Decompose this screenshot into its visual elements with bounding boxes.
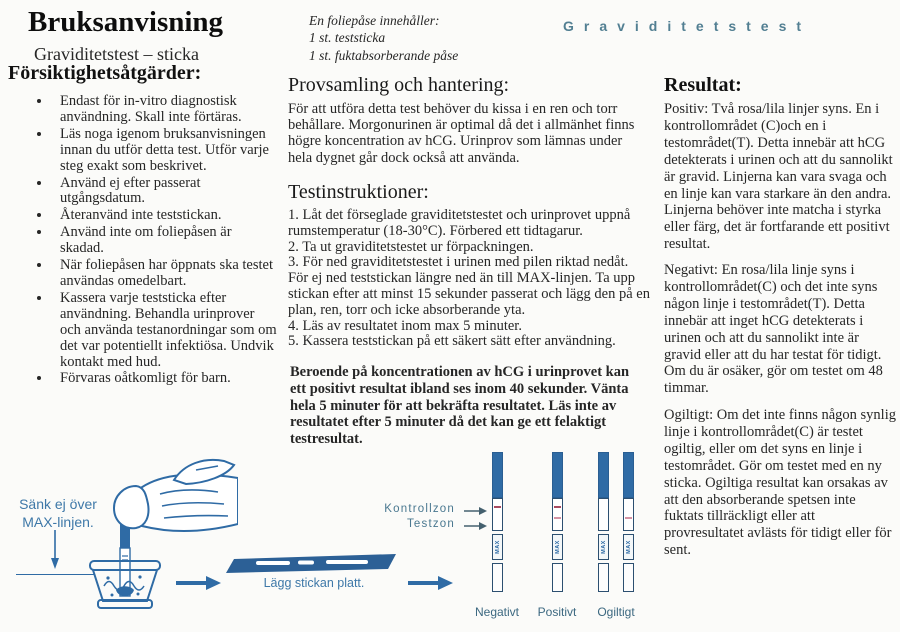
dip-caption-line: MAX-linjen.	[22, 513, 94, 530]
precaution-item: • Läs noga igenom bruksanvisningen innan du utför detta test. Utför varje steg exakt som beskrivet.	[52, 127, 278, 175]
stick-max-segment	[492, 534, 503, 560]
instruction-step: 2. Ta ut graviditetstestet ur förpackningen.	[288, 238, 534, 255]
result-positive: Positiv: Två rosa/lila linjer syns. En i kontrollområdet (C)och en i testområdet(T). Detta innebär att hCG detekterats i urinen och att du sannolikt är gravid. Linjerna kan vara svaga och en linje kan vara starkare än den andra. Linjerna behöver inte matcha i styrka eller färg, det är fortfarande ett positivt resultat.	[664, 101, 893, 253]
stick-result-window	[492, 498, 503, 531]
hand-dip-cup-illustration	[76, 438, 238, 618]
stick-result-label: Positivt	[537, 605, 577, 619]
down-arrow-icon	[48, 530, 62, 570]
stick-max-segment	[598, 534, 609, 560]
stick-tip	[492, 563, 503, 592]
stick-result-window	[598, 498, 609, 531]
sampling-body: För att utföra detta test behöver du kissa i en ren och torr behållare. Morgonurinen är optimal då det i allmänhet finns högre koncentration av hCG. Urinprov som lämnas under hela dygnet går dock också att använda.	[288, 101, 635, 166]
result-sticks	[474, 452, 651, 632]
flat-stick-illustration	[226, 552, 398, 576]
package-contents	[309, 12, 458, 64]
precautions-list	[26, 94, 278, 388]
stick-result-window	[552, 498, 563, 531]
test-stick-positivt	[552, 452, 563, 593]
test-line	[554, 517, 561, 519]
brand-title: Graviditetstest	[563, 18, 812, 34]
stick-handle	[492, 452, 503, 498]
test-stick-ogiltigt-1	[598, 452, 609, 593]
stick-result-window	[623, 498, 634, 531]
precaution-item: • Kassera varje teststicka efter användning. Behandla urinprover och använda testanordningar som om det var potentiellt infektiösa. Undvik kontakt med hud.	[52, 291, 278, 371]
package-contents-line: 1 st. teststicka	[309, 30, 386, 46]
precautions-heading: Försiktighetsåtgärder:	[8, 62, 202, 84]
stick-tip	[552, 563, 563, 592]
max-label: MAX	[554, 540, 561, 554]
instruction-step: 1. Låt det förseglade graviditetstestet och urinprovet uppnå rumstemperatur (18-30°C). Förbered ett tidtagarur.	[288, 207, 631, 239]
stick-max-segment	[552, 534, 563, 560]
precaution-item: • Återanvänd inte teststickan.	[52, 208, 278, 224]
instruction-step: 3. För ned graviditetstestet i urinen med pilen riktad nedåt. För ej ned teststickan längre ned än till MAX-linjen. Ta upp stickan efter att minst 15 sekunder passerat och lägg den på en plan, ren, torr och icke absorberande yta.	[288, 254, 650, 318]
precaution-item: • Använd inte om foliepåsen är skadad.	[52, 225, 278, 257]
test-line	[625, 517, 632, 519]
sampling-heading: Provsamling och hantering:	[288, 74, 510, 96]
page-title: Bruksanvisning	[28, 6, 224, 38]
stick-result-label: Ogiltigt	[597, 605, 635, 619]
result-invalid: Ogiltigt: Om det inte finns någon synlig linje i kontrollområdet(C) är testet ogiltig, eller om det syns en linje i testområdet. Gör om testet med en ny sticka. Ogiltiga resultat kan orsakas av att den absorberande spetsen inte fuktats tillräckligt eller att provresultatet avlästs för tidigt eller för sent.	[664, 407, 896, 559]
max-label: MAX	[494, 540, 501, 554]
max-label: MAX	[625, 540, 632, 554]
stick-handle	[623, 452, 634, 498]
instructions-steps	[288, 208, 650, 350]
max-label: MAX	[600, 540, 607, 554]
flat-caption: Lägg stickan platt.	[263, 576, 365, 590]
results-heading: Resultat:	[664, 74, 742, 96]
stick-tip	[598, 563, 609, 592]
control-line	[554, 506, 561, 508]
instructions-heading: Testinstruktioner:	[288, 181, 429, 203]
stick-handle	[598, 452, 609, 498]
precaution-item: • Endast för in-vitro diagnostisk användning. Skall inte förtäras.	[52, 94, 278, 126]
precaution-item: • När foliepåsen har öppnats ska testet användas omedelbart.	[52, 258, 278, 290]
stick-tip	[623, 563, 634, 592]
precaution-item: • Förvaras oåtkomligt för barn.	[52, 371, 278, 387]
instructions-note: Beroende på koncentrationen av hCG i urinprovet kan ett positivt resultat ibland ses inom 40 sekunder. Vänta hela 5 minuter för att bekräfta resultatet. Läs inte av resultatet efter 5 minuter då det kan ge ett felaktigt testresultat.	[290, 364, 630, 448]
control-zone-label: Kontrollzon	[384, 503, 455, 515]
package-contents-line: En foliepåse innehåller:	[309, 13, 440, 28]
right-arrow-icon	[176, 575, 222, 591]
test-stick-ogiltigt-2	[623, 452, 634, 593]
result-negative: Negativt: En rosa/lila linje syns i kontrollområdet(C) och det inte syns någon linje i testområdet(T). Detta innebär att inget hCG detekterats i urinen och att du sannolikt inte är gravid eller att du har testat för tidigt. Om du är osäker, gör om testet om 48 timmar.	[664, 262, 883, 397]
instruction-step: 4. Läs av resultatet inom max 5 minuter.	[288, 317, 522, 334]
right-arrow-icon	[408, 575, 454, 591]
stick-max-segment	[623, 534, 634, 560]
stick-result-label: Negativt	[474, 605, 520, 619]
control-line	[494, 506, 501, 508]
zone-pointer-arrow-icon	[464, 521, 488, 531]
test-stick-negativt	[492, 452, 503, 593]
test-zone-label: Testzon	[406, 518, 455, 530]
stick-handle	[552, 452, 563, 498]
package-contents-line: 1 st. fuktabsorberande påse	[309, 47, 459, 63]
page-subtitle: Graviditetstest – sticka	[34, 44, 199, 64]
zone-pointer-arrow-icon	[464, 506, 488, 516]
dip-caption-line: Sänk ej över	[19, 496, 97, 512]
instruction-step: 5. Kassera teststickan på ett säkert sätt efter användning.	[288, 333, 616, 350]
precaution-item: • Använd ej efter passerat utgångsdatum.	[52, 176, 278, 208]
